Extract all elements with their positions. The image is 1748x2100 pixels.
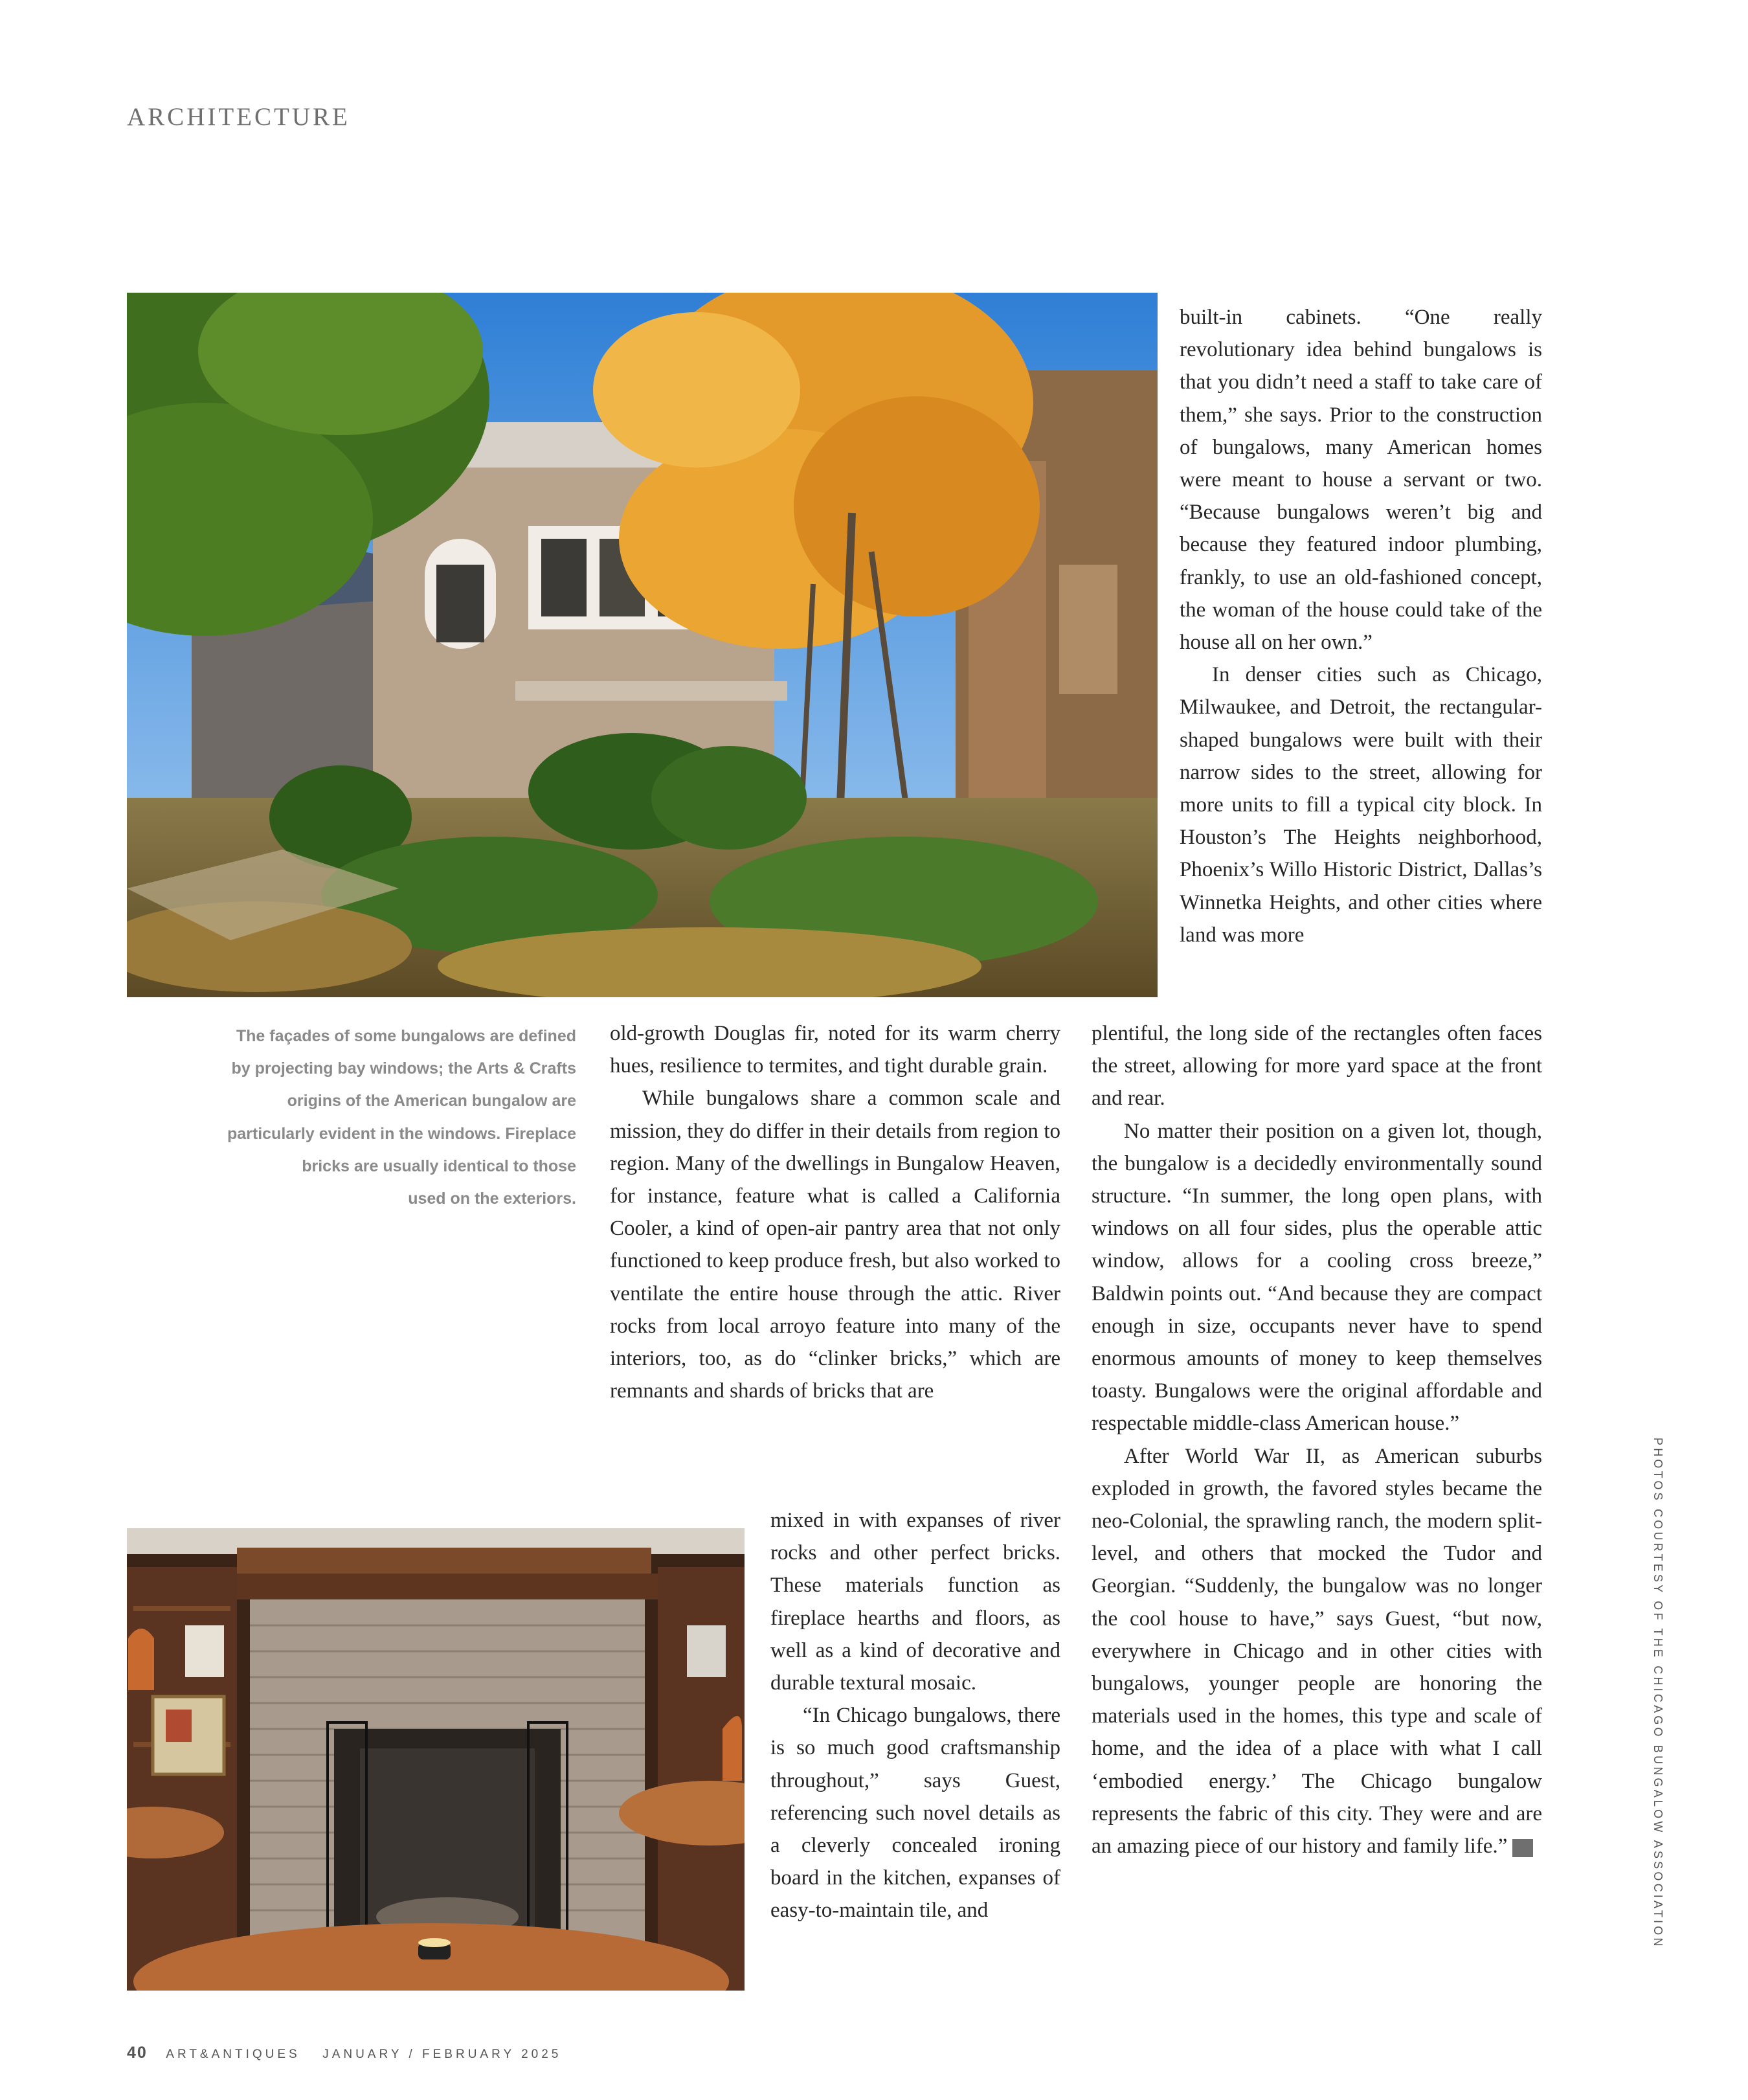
photo-credit bbox=[1648, 1438, 1667, 1994]
paragraph: old-growth Douglas fir, noted for its warm cherry hues, resilience to termites, and tight durable grain. bbox=[610, 1022, 1060, 1078]
photo-credit-text: PHOTOS COURTESY OF THE CHICAGO BUNGALOW ASSOCIATION bbox=[1652, 1438, 1664, 1949]
paragraph: mixed in with expanses of river rocks and other perfect bricks. These materials function as fireplace hearths and floors, as well as a kind of decorative and durable textural mosaic. bbox=[770, 1509, 1060, 1695]
bungalow-exterior-photo bbox=[127, 293, 1158, 997]
fireplace-interior-photo bbox=[127, 1528, 745, 1991]
text-column-right-upper bbox=[1180, 301, 1542, 951]
section-label: ARCHITECTURE bbox=[127, 103, 350, 131]
text-column-inset bbox=[770, 1504, 1060, 1927]
paragraph: In denser cities such as Chicago, Milwaukee, and Detroit, the rectangular-shaped bungalows were built with their narrow sides to the street, allowing for more units to fill a typical city block. In Houston’s The Heights neighborhood, Phoenix’s Willo Historic District, Dallas’s Winnetka Heights, and other cities where land was more bbox=[1180, 663, 1542, 947]
text-column-middle bbox=[610, 1017, 1060, 1407]
caption-line: bricks are usually identical to those bbox=[302, 1157, 576, 1175]
paragraph: “In Chicago bungalows, there is so much good craftsmanship throughout,” says Guest, referencing such novel details as a cleverly concealed ironing board in the kitchen, expanses of easy-to-maintain tile, and bbox=[770, 1704, 1060, 1923]
caption-line: used on the exteriors. bbox=[408, 1190, 576, 1208]
magazine-name: ART&ANTIQUES bbox=[166, 2048, 300, 2061]
caption-line: The façades of some bungalows are defined bbox=[236, 1027, 576, 1045]
paragraph: No matter their position on a given lot, though, the bungalow is a decidedly environmentally sound structure. “In summer, the long open plans, with windows on all four sides, plus the operable attic window, allows for a cooling cross breeze,” Baldwin points out. “And because they are compact enough in size, occupants never have to spend enormous amounts of money to keep themselves toasty. Bungalows were the original affordable and respectable middle-class American house.” bbox=[1092, 1119, 1542, 1436]
text-column-right-lower bbox=[1092, 1017, 1556, 1862]
caption-line: particularly evident in the windows. Fireplace bbox=[227, 1124, 576, 1143]
photo-caption bbox=[142, 1020, 576, 1215]
issue-date: JANUARY / FEBRUARY 2025 bbox=[322, 2048, 562, 2061]
paragraph: After World War II, as American suburbs exploded in growth, the favored styles became the neo-Colonial, the sprawling ranch, the modern split-level, and others that mocked the Tudor and Georgian. “Suddenly, the bungalow was no longer the cool house to have,” says Guest, “but now, everywhere in Chicago and in other cities with bungalows, younger people are honoring the materials used in the homes, this type and scale of home, and the idea of a place with what I call ‘embodied energy.’ The Chicago bungalow represents the fabric of this city. They were and are an amazing piece of our history and family life.” bbox=[1092, 1444, 1542, 1858]
paragraph: plentiful, the long side of the rectangles often faces the street, allowing for more yard space at the front and rear. bbox=[1092, 1022, 1542, 1111]
folio bbox=[127, 2044, 581, 2062]
paragraph: built-in cabinets. “One really revolutionary idea behind bungalows is that you didn’t need a staff to take care of them,” she says. Prior to the construction of bungalows, many American homes were meant to house a servant or two. “Because bungalows weren’t big and because they featured indoor plumbing, frankly, to use an old-fashioned concept, the woman of the house could take of the house all on her own.” bbox=[1180, 306, 1542, 655]
paragraph: While bungalows share a common scale and mission, they do differ in their details from region to region. Many of the dwellings in Bungalow Heaven, for instance, feature what is called a California Cooler, a kind of open-air pantry area that not only functioned to keep produce fresh, but also worked to ventilate the entire house through the attic. River rocks from local arroyo feature into many of the interiors, too, as do “clinker bricks,” which are remnants and shards of bricks that are bbox=[610, 1087, 1060, 1403]
caption-line: origins of the American bungalow are bbox=[287, 1092, 576, 1111]
page-number: 40 bbox=[127, 2044, 148, 2062]
end-mark-icon: A bbox=[1512, 1839, 1533, 1857]
caption-line: by projecting bay windows; the Arts & Crafts bbox=[231, 1059, 576, 1078]
